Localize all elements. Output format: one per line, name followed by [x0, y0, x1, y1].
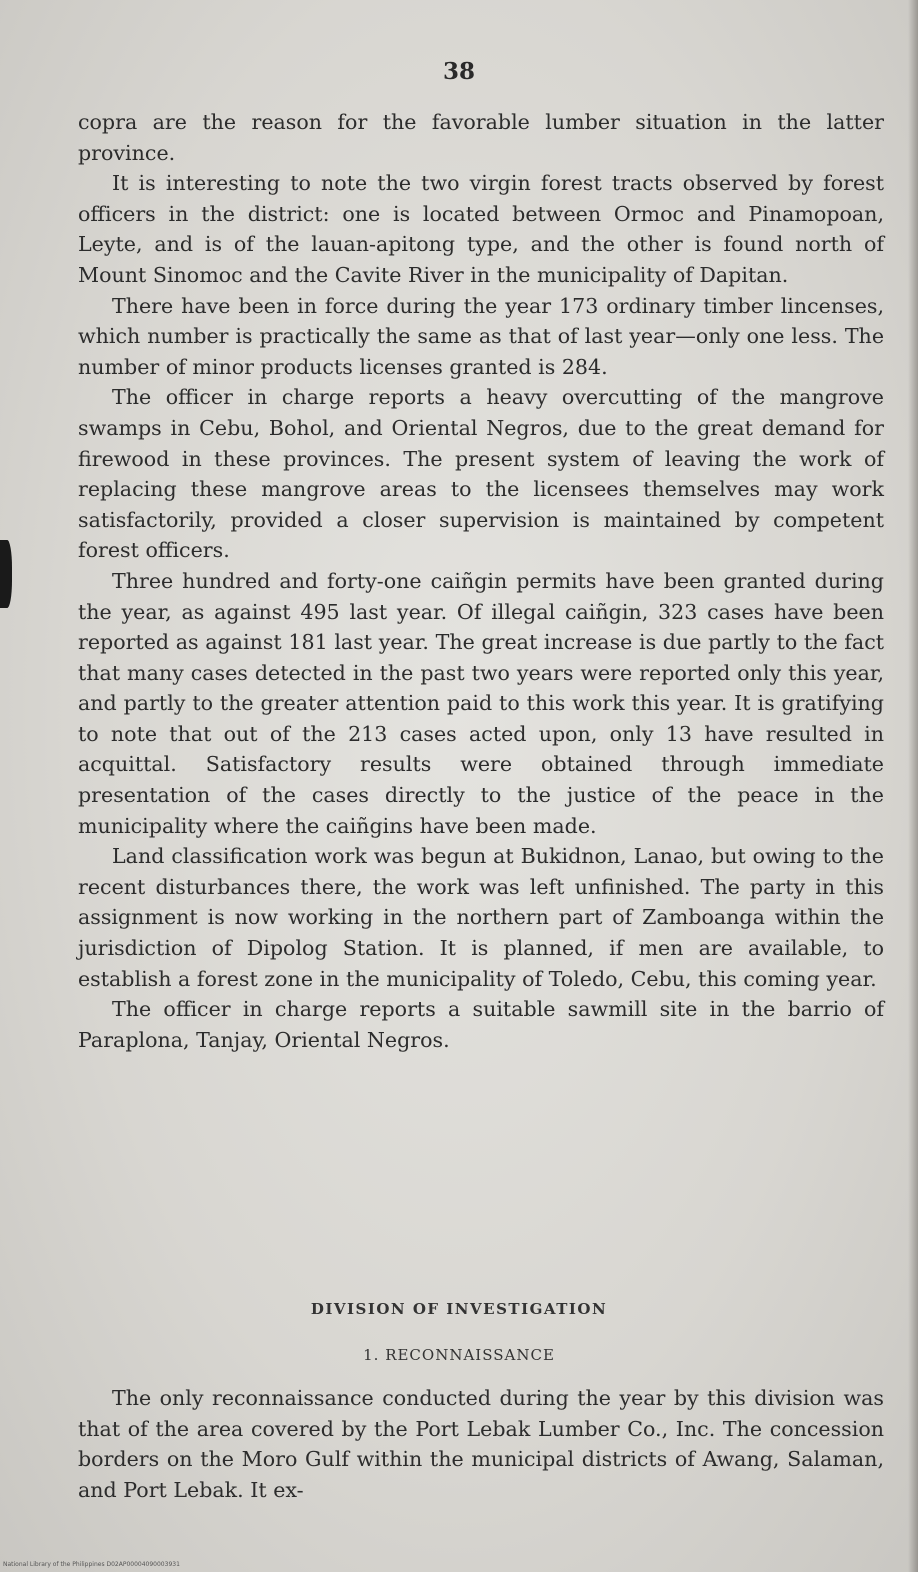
paragraph: There have been in force during the year 173 ordinary timber lincenses, which number is practically the same as that of last year—only one less. The number of minor products licenses granted is 284.: [78, 293, 884, 379]
section-heading: 1. RECONNAISSANCE: [363, 1346, 555, 1364]
paragraph: The only reconnaissance conducted during the year by this division was that of the area covered by the Port Lebak Lumber Co., Inc. The concession borders on the Moro Gulf within the municipal districts of Awang, Salaman, and Port Lebak. It ex-: [78, 1386, 884, 1502]
paragraph: Land classification work was begun at Bukidnon, Lanao, but owing to the recent disturbances there, the work was left unfinished. The party in this assignment is now working in the northern part of Zamboanga within the jurisdiction of Dipolog Station. It is planned, if men are available, to establish a forest zone in the municipality of Toledo, Cebu, this coming year.: [78, 844, 884, 991]
paragraph: Three hundred and forty-one caiñgin permits have been granted during the year, as against 495 last year. Of illegal caiñgin, 323 cases have been reported as against 181 last year. The great increase is due partly to the fact that many cases detected in the past two years were reported only this year, and partly to the greater attention paid to this work this year. It is gratifying to note that out of the 213 cases acted upon, only 13 have resulted in acquittal. Satisfactory results were obtained through immediate presentation of the cases directly to the justice of the peace in the municipality where the caiñgins have been made.: [78, 568, 884, 838]
page-number: 38: [442, 58, 475, 85]
paragraph: The officer in charge reports a suitable sawmill site in the barrio of Paraplona, Tanjay, Oriental Negros.: [78, 997, 884, 1052]
scan-credit: National Library of the Philippines D02AP00004090003931: [3, 1561, 180, 1568]
page-edge-shadow: [908, 0, 918, 1572]
division-heading: DIVISION OF INVESTIGATION: [310, 1300, 608, 1318]
ink-blot: [0, 540, 12, 608]
paragraph: The officer in charge reports a heavy overcutting of the mangrove swamps in Cebu, Bohol, and Oriental Negros, due to the great demand for firewood in these provinces. The present system of leaving the work of replacing these mangrove areas to the licensees themselves may work satisfactorily, provided a closer supervision is maintained by competent forest officers.: [78, 385, 884, 563]
body-text-bottom: [78, 1383, 884, 1505]
body-text-top: [78, 107, 884, 1055]
paragraph: It is interesting to note the two virgin forest tracts observed by forest officers in the district: one is located between Ormoc and Pinamopoan, Leyte, and is of the lauan-apitong type, and the other is found north of Mount Sinomoc and the Cavite River in the municipality of Dapitan.: [78, 171, 884, 287]
paragraph-continued: copra are the reason for the favorable lumber situation in the latter province.: [78, 110, 884, 165]
